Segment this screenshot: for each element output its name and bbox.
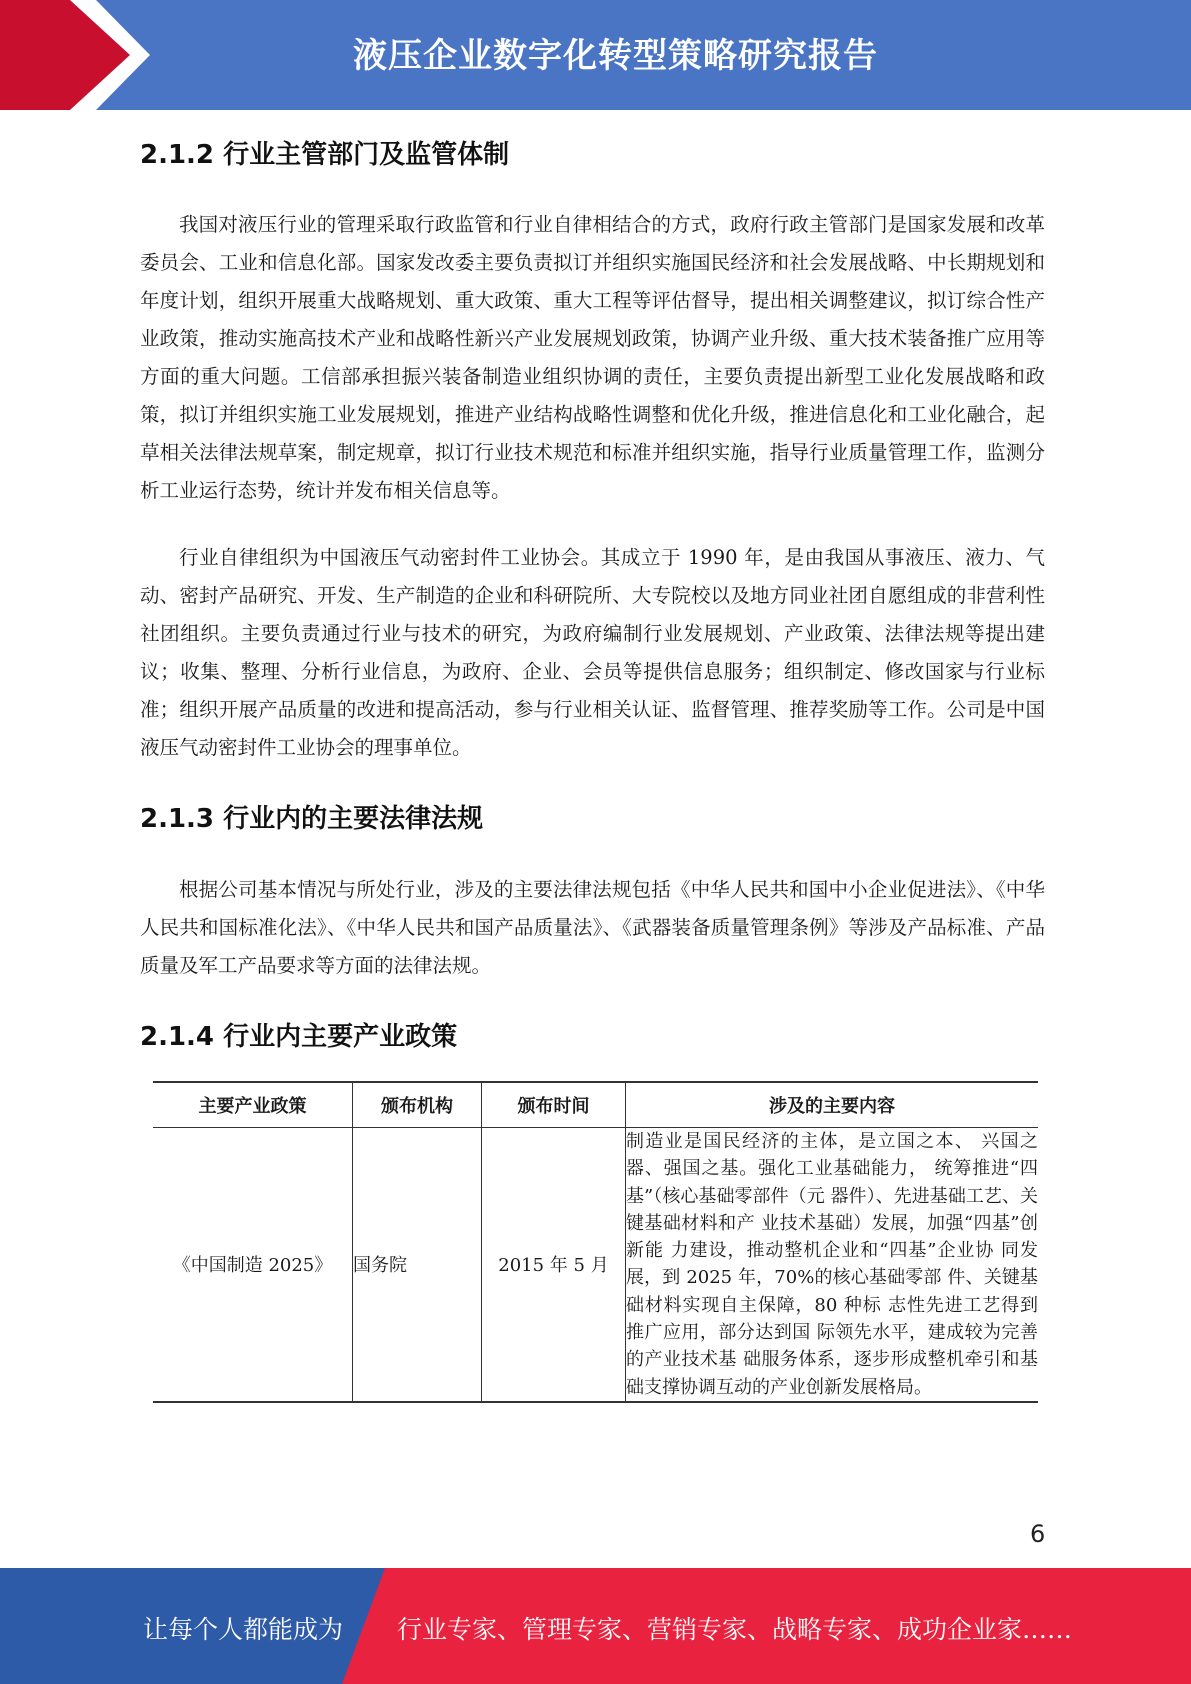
paragraph: 我国对液压行业的管理采取行政监管和行业自律相结合的方式，政府行政主管部门是国家发展和改革委员会、工业和信息化部。国家发改委主要负责拟订并组织实施国民经济和社会发展战略、中长期规划和年度计划，组织开展重大战略规划、重大政策、重大工程等评估督导，提出相关调整建议，拟订综合性产业政策，推动实施高技术产业和战略性新兴产业发展规划政策，协调产业升级、重大技术装备推广应用等方面的重大问题。工信部承担振兴装备制造业组织协调的责任，主要负责提出新型工业化发展战略和政策，拟订并组织实施工业发展规划，推进产业结构战略性调整和优化升级，推进信息化和工业化融合，起草相关法律法规草案，制定规章，拟订行业技术规范和标准并组织实施，指导行业质量管理工作，监测分析工业运行态势，统计并发布相关信息等。 [140,213,1045,502]
page-number: 6 [1030,1520,1046,1548]
section-heading: 2.1.2 行业主管部门及监管体制 [140,140,510,170]
table-row [153,1128,1038,1402]
paragraph: 根据公司基本情况与所处行业，涉及的主要法律法规包括《中华人民共和国中小企业促进法》、《中华人民共和国标准化法》、《中华人民共和国产品质量法》、《武器装备质量管理条例》等涉及产品标准、产品质量及军工产品要求等方面的法律法规。 [140,878,1045,977]
page-footer [0,1568,1191,1684]
page-header [0,0,1191,110]
paragraph: 行业自律组织为中国液压气动密封件工业协会。其成立于 1990 年，是由我国从事液压、液力、气动、密封产品研究、开发、生产制造的企业和科研院所、大专院校以及地方同业社团自愿组成的非营利性社团组织。主要负责通过行业与技术的研究，为政府编制行业发展规划、产业政策、法律法规等提出建议；收集、整理、分析行业信息，为政府、企业、会员等提供信息服务；组织制定、修改国家与行业标准；组织开展产品质量的改进和提高活动，参与行业相关认证、监督管理、推荐奖励等工作。公司是中国液压气动密封件工业协会的理事单位。 [140,546,1045,759]
column-header: 主要产业政策 [153,1082,353,1128]
issue-date-cell: 2015 年 5 月 [482,1128,626,1402]
issuing-org-cell: 国务院 [353,1128,482,1402]
section-heading: 2.1.4 行业内主要产业政策 [140,1022,458,1052]
table-header-row [153,1082,1038,1128]
column-header: 颁布时间 [482,1082,626,1128]
report-title: 液压企业数字化转型策略研究报告 [353,36,878,76]
policy-table [153,1081,1038,1403]
main-content-cell: 制造业是国民经济的主体，是立国之本、 兴国之器、强国之基。强化工业基础能力， 统筹推进“四基”（核心基础零部件（元 器件）、先进基础工艺、关键基础材料和产 业技术基础）发展，加强“四基”创新能 力建设，推动整机企业和“四基”企业协 同发展，到 2025 年，70%的核心基础零部 件、关键基础材料实现自主保障，80 种标 志性先进工艺得到推广应用，部分达到国 际领先水平，建成较为完善的产业技术基 础服务体系，逐步形成整机牵引和基础支撑协调互动的产业创新发展格局。 [626,1128,1039,1402]
column-header: 颁布机构 [353,1082,482,1128]
footer-slogan-left: 让每个人都能成为 [143,1615,344,1644]
policy-name-cell: 《中国制造 2025》 [153,1128,353,1402]
section-heading: 2.1.3 行业内的主要法律法规 [140,804,484,834]
footer-slogan-right: 行业专家、管理专家、营销专家、战略专家、成功企业家…… [397,1615,1073,1644]
column-header: 涉及的主要内容 [626,1082,1039,1128]
